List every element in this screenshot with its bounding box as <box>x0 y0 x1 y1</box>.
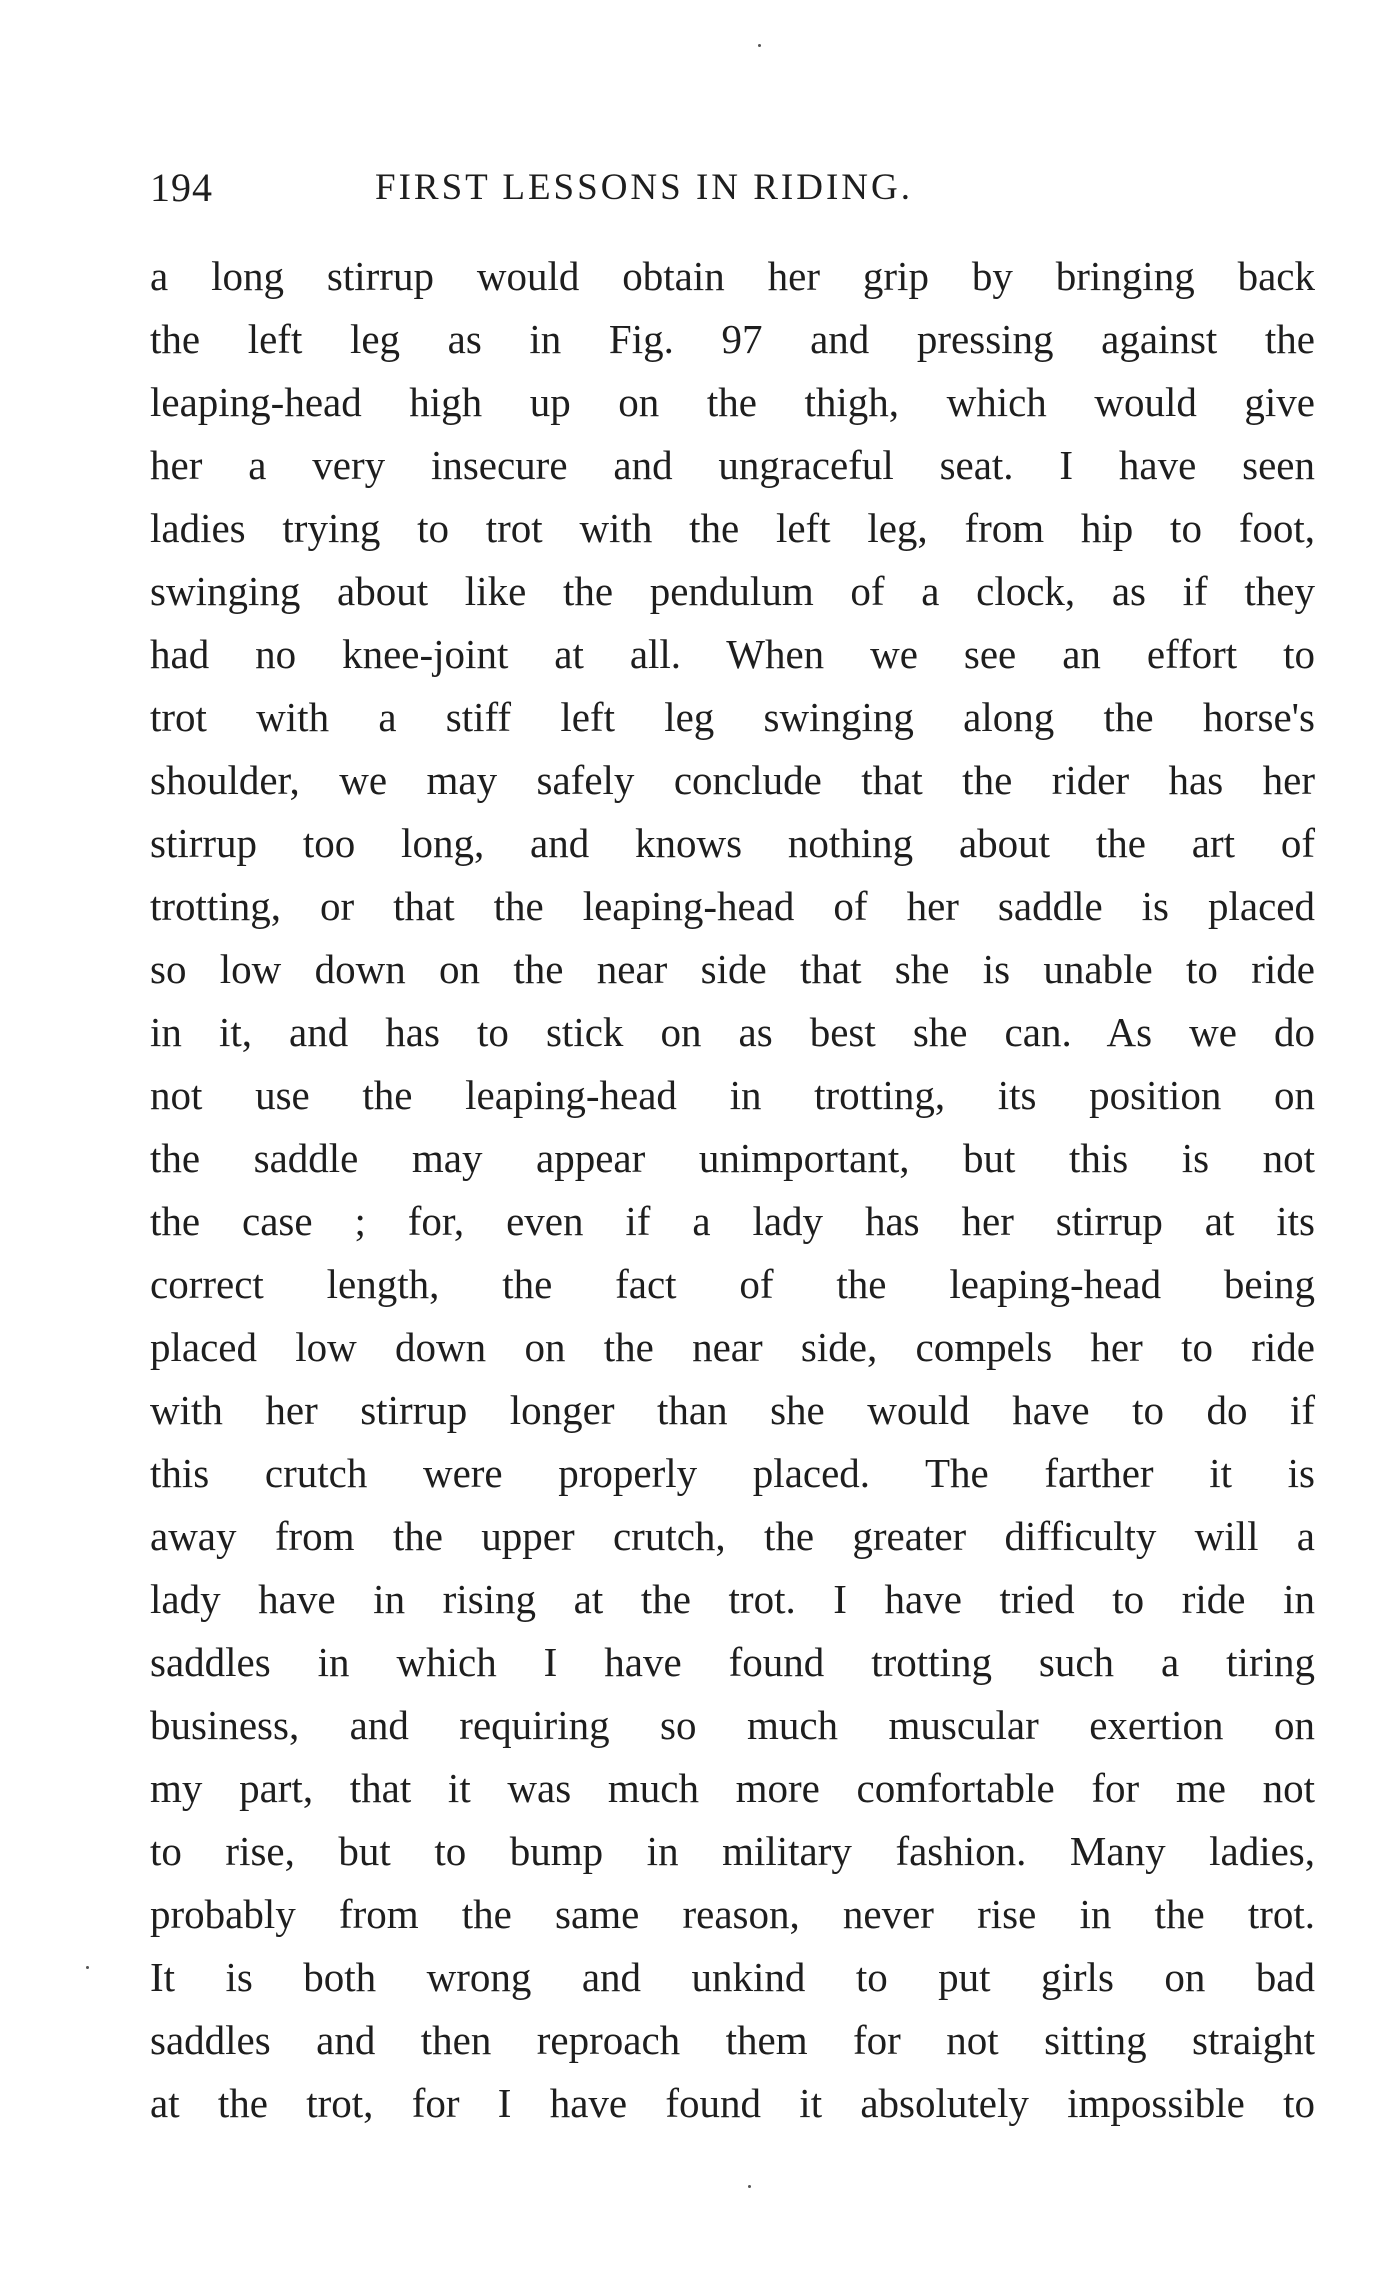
text-line: saddles and then reproach them for not sitting straight <box>150 2017 1315 2063</box>
text-line: the saddle may appear unimportant, but this is not <box>150 1135 1315 1181</box>
text-line: had no knee-joint at all. When we see an effort to <box>150 631 1315 677</box>
text-line: in it, and has to stick on as best she can. As we do <box>150 1009 1315 1055</box>
text-line: trotting, or that the leaping-head of her saddle is placed <box>150 883 1315 929</box>
text-line: lady have in rising at the trot. I have tried to ride in <box>150 1576 1315 1622</box>
text-line: not use the leaping-head in trotting, its position on <box>150 1072 1315 1118</box>
text-line: probably from the same reason, never rise in the trot. <box>150 1891 1315 1937</box>
page-number: 194 <box>150 165 213 210</box>
scan-speck <box>758 44 761 47</box>
text-line: placed low down on the near side, compels her to ride <box>150 1324 1315 1370</box>
text-line: saddles in which I have found trotting such a tiring <box>150 1639 1315 1685</box>
text-line: the left leg as in Fig. 97 and pressing against the <box>150 316 1315 362</box>
text-line: the case ; for, even if a lady has her stirrup at its <box>150 1198 1315 1244</box>
text-line: stirrup too long, and knows nothing about the art of <box>150 820 1315 866</box>
text-line: to rise, but to bump in military fashion. Many ladies, <box>150 1828 1315 1874</box>
text-line: this crutch were properly placed. The farther it is <box>150 1450 1315 1496</box>
text-line: at the trot, for I have found it absolutely impossible to <box>150 2080 1315 2126</box>
text-line: ladies trying to trot with the left leg, from hip to foot, <box>150 505 1315 551</box>
text-line: It is both wrong and unkind to put girls on bad <box>150 1954 1315 2000</box>
text-line: with her stirrup longer than she would have to do if <box>150 1387 1315 1433</box>
text-line: a long stirrup would obtain her grip by bringing back <box>150 253 1315 299</box>
text-line: away from the upper crutch, the greater difficulty will a <box>150 1513 1315 1559</box>
text-line: correct length, the fact of the leaping-head being <box>150 1261 1315 1307</box>
text-line: my part, that it was much more comfortable for me not <box>150 1765 1315 1811</box>
text-line: swinging about like the pendulum of a clock, as if they <box>150 568 1315 614</box>
scan-speck <box>748 2185 751 2188</box>
running-head <box>150 158 1320 218</box>
body-text <box>150 245 1315 2135</box>
text-line: leaping-head high up on the thigh, which would give <box>150 379 1315 425</box>
scan-speck <box>86 1966 89 1969</box>
text-line: trot with a stiff left leg swinging along the horse's <box>150 694 1315 740</box>
running-title: FIRST LESSONS IN RIDING. <box>375 167 913 208</box>
text-line: shoulder, we may safely conclude that the rider has her <box>150 757 1315 803</box>
text-line: so low down on the near side that she is unable to ride <box>150 946 1315 992</box>
text-line: her a very insecure and ungraceful seat. I have seen <box>150 442 1315 488</box>
text-line: business, and requiring so much muscular exertion on <box>150 1702 1315 1748</box>
